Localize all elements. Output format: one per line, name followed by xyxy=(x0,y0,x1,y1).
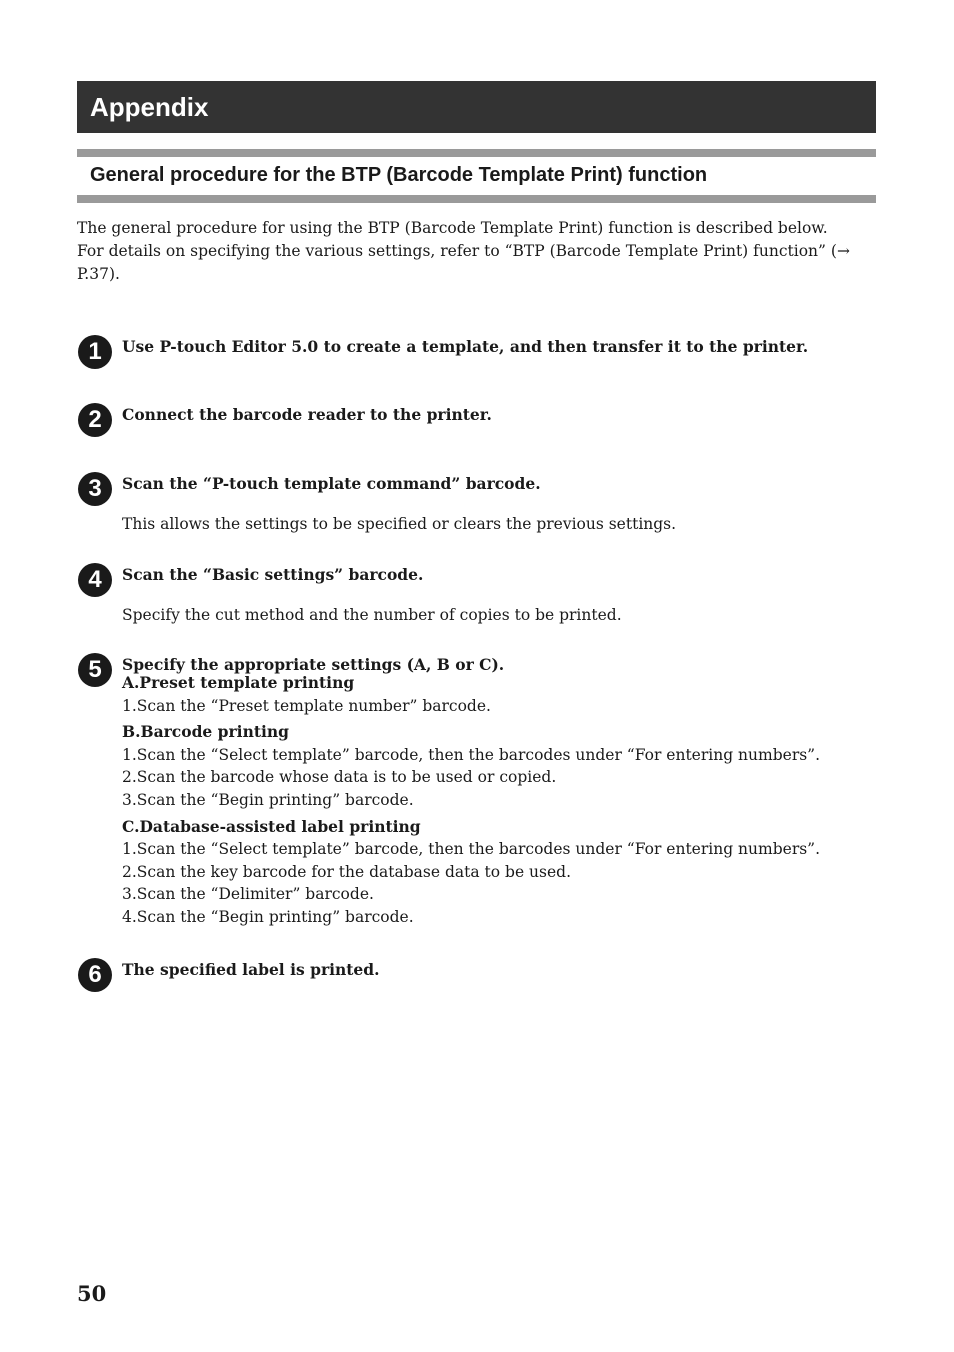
option-b xyxy=(122,721,862,811)
option-b-heading: B.Barcode printing xyxy=(122,722,289,742)
option-b-line-1: 1.Scan the “Select template” barcode, then the barcodes under “For entering numbers”. xyxy=(122,745,821,764)
section-rule-top xyxy=(77,149,876,157)
step-1-title: Use P-touch Editor 5.0 to create a template, and then transfer it to the printer. xyxy=(122,337,809,356)
intro-line-1: The general procedure for using the BTP (Barcode Template Print) function is described below. xyxy=(77,219,828,237)
option-b-line-3: 3.Scan the “Begin printing” barcode. xyxy=(122,790,414,809)
section-rule-bottom xyxy=(77,195,876,203)
option-a-heading: A.Preset template printing xyxy=(122,673,355,692)
appendix-banner xyxy=(77,81,876,133)
option-c-line-2: 2.Scan the key barcode for the database data to be used. xyxy=(122,862,572,881)
step-5-options xyxy=(122,672,862,933)
step-2-title: Connect the barcode reader to the printer. xyxy=(122,405,492,424)
option-c-line-1: 1.Scan the “Select template” barcode, then the barcodes under “For entering numbers”. xyxy=(122,840,821,859)
intro-line-2: For details on specifying the various settings, refer to “BTP (Barcode Template Print) function” (→ P.37). xyxy=(77,242,850,283)
step-number-4: 4 xyxy=(78,563,112,597)
option-c-heading: C.Database-assisted label printing xyxy=(122,816,421,836)
step-number-3: 3 xyxy=(78,472,112,506)
step-3-title: Scan the “P-touch template command” barcode. xyxy=(122,474,541,493)
step-4-title: Scan the “Basic settings” barcode. xyxy=(122,565,424,584)
intro-paragraph xyxy=(77,217,867,286)
option-c-line-3: 3.Scan the “Delimiter” barcode. xyxy=(122,885,374,904)
step-number-2: 2 xyxy=(78,403,112,437)
option-a-line-1: 1.Scan the “Preset template number” barcode. xyxy=(122,696,491,715)
step-6-title: The specified label is printed. xyxy=(122,960,380,979)
option-b-line-2: 2.Scan the barcode whose data is to be used or copied. xyxy=(122,768,557,787)
section-title: General procedure for the BTP (Barcode Template Print) function xyxy=(90,164,708,186)
option-c-line-4: 4.Scan the “Begin printing” barcode. xyxy=(122,907,414,926)
page-number: 50 xyxy=(77,1281,107,1306)
option-c xyxy=(122,816,862,929)
step-3-description: This allows the settings to be specified or clears the previous settings. xyxy=(122,515,677,533)
step-number-1: 1 xyxy=(78,335,112,369)
step-number-5: 5 xyxy=(78,653,112,687)
option-a xyxy=(122,672,862,717)
step-number-6: 6 xyxy=(78,958,112,992)
step-4-description: Specify the cut method and the number of copies to be printed. xyxy=(122,606,622,624)
step-5-title: Specify the appropriate settings (A, B or C). xyxy=(122,655,505,674)
banner-title: Appendix xyxy=(90,91,209,122)
